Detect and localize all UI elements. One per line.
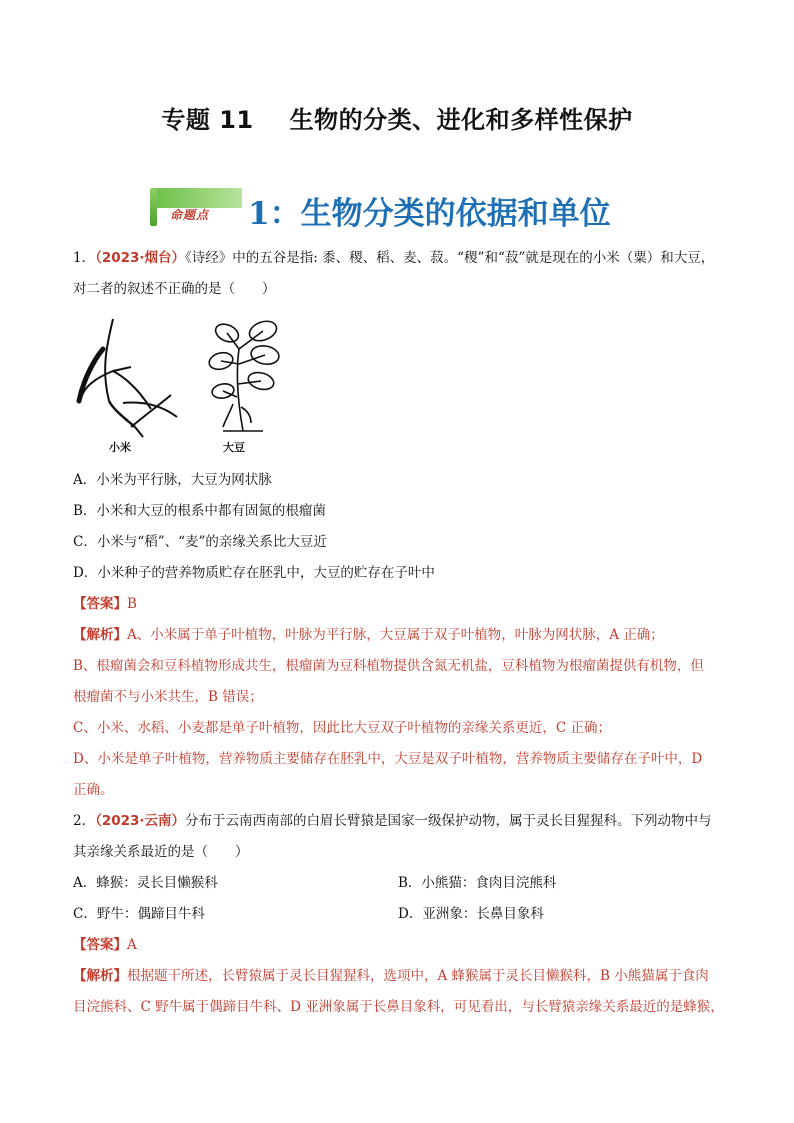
figure-label-soybean: 大豆 [223,441,245,454]
q2-stem-line1 [73,806,723,837]
q2-answer-value: A [127,937,137,953]
q2-answer [73,930,723,961]
q1-stem-line1 [73,243,723,274]
section-heading: 1：生物分类的依据和单位 [248,196,611,232]
q2-analysis-line1 [73,961,723,992]
q2-options-row1 [73,868,723,899]
q2-source: （2023·云南） [95,813,186,829]
q2-option-b: B．小熊猫：食肉目浣熊科 [398,875,557,891]
q2-option-a: A．蜂猴：灵长目懒猴科 [73,875,218,891]
q1-analysis-line2: B、根瘤菌会和豆科植物形成共生，根瘤菌为豆科植物提供含氮无机盐，豆科植物为根瘤菌提供有机物，但 [73,658,704,674]
flag-icon [148,186,244,230]
q2-number: 2． [73,813,96,829]
q1-analysis-line4: C、小米、水稻、小麦都是单子叶植物，因此比大豆双子叶植物的亲缘关系更近，C 正确； [73,720,611,736]
q2-options-row2 [73,899,723,930]
q1-analysis-tag: 【解析】 [73,627,127,643]
q1-option-b: B．小米和大豆的根系中都有固氮的根瘤菌 [73,503,326,519]
q1-option-c: C．小米与“稻”、“麦”的亲缘关系比大豆近 [73,534,327,550]
q1-option-a: A．小米为平行脉，大豆为网状脉 [73,472,272,488]
q2-option-d: D．亚洲象：长鼻目象科 [398,906,544,922]
q1-analysis-line1 [73,620,723,651]
q1-stem-text: 《诗经》中的五谷是指: 黍、稷、稻、麦、菽。“稷”和“菽”就是现在的小米（粟）和大豆， [185,250,715,266]
millet-drawing [79,319,177,437]
q2-answer-tag: 【答案】 [73,937,127,953]
q1-answer [73,589,723,620]
q2-stem-text: 分布于云南西南部的白眉长臂猿是国家一级保护动物，属于灵长目猩猩科。下列动物中与 [185,813,712,829]
q1-option-d: D．小米种子的营养物质贮存在胚乳中，大豆的贮存在子叶中 [73,565,435,581]
q1-analysis-line5: D、小米是单子叶植物，营养物质主要储存在胚乳中，大豆是双子叶植物，营养物质主要储存在子叶中，D [73,751,703,767]
q1-stem-line2: 对二者的叙述不正确的是（ ） [73,281,276,297]
q2-stem-line2: 其亲缘关系最近的是（ ） [73,844,249,860]
q1-analysis-line6: 正确。 [73,782,114,798]
q1-figure [73,309,293,459]
soybean-drawing [207,318,280,431]
q2-analysis-text: 根据题干所述，长臂猿属于灵长目猩猩科，选项中，A 蜂猴属于灵长目懒猴科，B 小熊猫属于食肉 [127,968,709,984]
q1-answer-value: B [127,596,137,612]
q1-source: （2023·烟台） [95,250,186,266]
document-title [0,100,794,135]
title-main: 生物的分类、进化和多样性保护 [289,106,633,134]
millet-soybean-illustration [73,309,293,439]
q2-option-c: C．野牛：偶蹄目牛科 [73,906,205,922]
q1-analysis-line3: 根瘤菌不与小米共生，B 错误； [73,689,263,705]
q1-analysis-text: A、小米属于单子叶植物，叶脉为平行脉，大豆属于双子叶植物，叶脉为网状脉，A 正确； [127,627,664,643]
flag-label: 命题点 [170,208,210,222]
title-prefix: 专题 11 [161,106,254,134]
q1-answer-tag: 【答案】 [73,596,127,612]
figure-label-millet: 小米 [109,441,131,454]
q1-number: 1． [73,250,96,266]
q2-analysis-line2: 目浣熊科、C 野牛属于偶蹄目牛科、D 亚洲象属于长鼻目象科，可见看出，与长臂猿亲缘关系最近的是蜂猴， [73,999,724,1015]
document-body [73,243,723,1023]
q2-analysis-tag: 【解析】 [73,968,127,984]
